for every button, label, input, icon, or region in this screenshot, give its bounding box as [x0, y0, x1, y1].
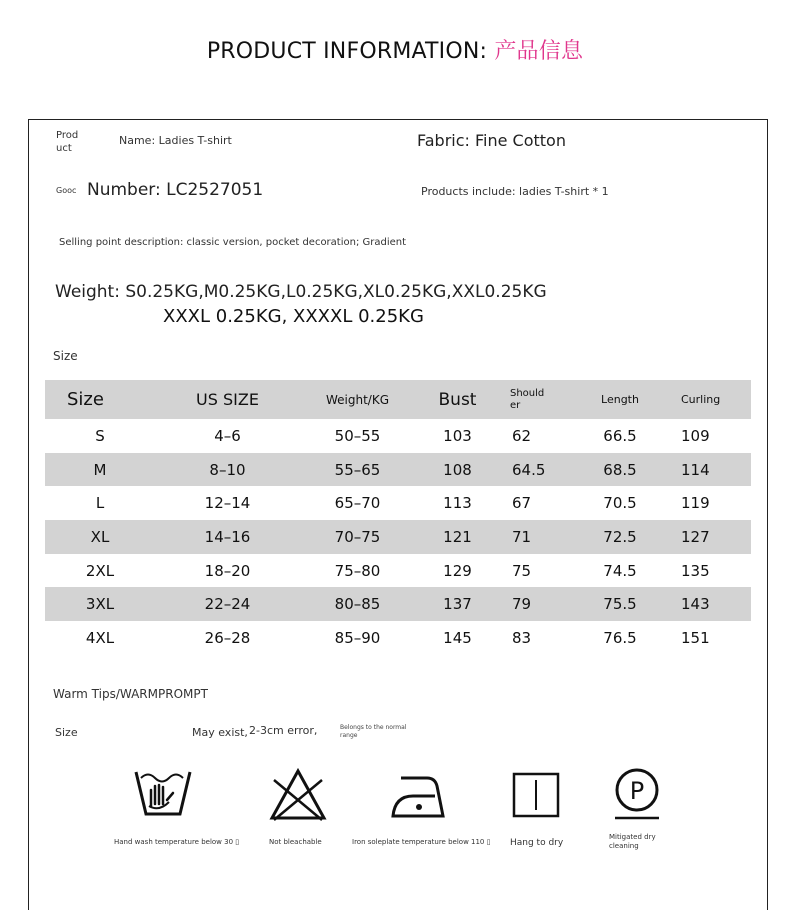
- cell-length: 66.5: [603, 426, 637, 445]
- header-bust: Bust: [438, 389, 477, 410]
- cell-bust: 103: [443, 426, 472, 445]
- header-shoulder-line1: Should: [510, 387, 545, 399]
- cell-us-size: 22–24: [204, 595, 251, 614]
- product-label: [56, 129, 78, 155]
- tips-size-label: Size: [55, 726, 78, 739]
- cell-us-size: 8–10: [209, 460, 246, 479]
- header-shoulder: [500, 380, 575, 419]
- cell-bust: 108: [443, 460, 472, 479]
- cell-size: M: [93, 460, 107, 479]
- goods-label: Gooc: [56, 186, 77, 195]
- size-table: [45, 380, 751, 655]
- cell-weight: 85–90: [334, 628, 381, 647]
- cell-us-size: 26–28: [204, 628, 251, 647]
- cell-shoulder: 71: [512, 527, 532, 546]
- cell-curling: 127: [681, 527, 710, 546]
- cell-curling: 135: [681, 561, 710, 580]
- cell-us-size: 14–16: [204, 527, 251, 546]
- table-row: [45, 554, 751, 588]
- cell-size: L: [95, 494, 105, 513]
- table-row: [45, 419, 751, 453]
- cell-size: 2XL: [85, 561, 115, 580]
- header-us-size: US SIZE: [196, 390, 259, 409]
- header-size: Size: [67, 389, 104, 410]
- hang-dry-icon: [509, 766, 569, 826]
- cell-shoulder: 83: [512, 628, 532, 647]
- table-row: [45, 520, 751, 554]
- cell-length: 75.5: [603, 595, 637, 614]
- title-english: PRODUCT INFORMATION:: [206, 39, 495, 64]
- cell-us-size: 4–6: [214, 426, 241, 445]
- title-chinese: 产品信息: [494, 39, 584, 64]
- cell-bust: 121: [443, 527, 472, 546]
- cell-weight: 55–65: [334, 460, 381, 479]
- care-label-iron: Iron soleplate temperature below 110 ▯: [352, 838, 491, 846]
- tips-error: 2-3cm error,: [249, 724, 318, 737]
- cell-us-size: 12–14: [204, 494, 251, 513]
- table-header-row: [45, 380, 751, 419]
- cell-length: 72.5: [603, 527, 637, 546]
- svg-text:P: P: [629, 777, 645, 805]
- cell-curling: 114: [681, 460, 710, 479]
- cell-length: 70.5: [603, 494, 637, 513]
- table-row: [45, 453, 751, 487]
- cell-size: 4XL: [85, 628, 115, 647]
- header-length: Length: [601, 393, 639, 406]
- weight-line-1: Weight: S0.25KG,M0.25KG,L0.25KG,XL0.25KG,XXL0.25KG: [55, 282, 547, 302]
- cell-bust: 137: [443, 595, 472, 614]
- cell-weight: 70–75: [334, 527, 381, 546]
- cell-bust: 113: [443, 494, 472, 513]
- cell-shoulder: 79: [512, 595, 532, 614]
- cell-shoulder: 64.5: [512, 460, 546, 479]
- warm-tips-title: Warm Tips/WARMPROMPT: [53, 687, 208, 701]
- cell-size: XL: [90, 527, 110, 546]
- weight-line-2: XXXL 0.25KG, XXXXL 0.25KG: [163, 306, 424, 327]
- header-curling: Curling: [681, 393, 721, 406]
- dry-clean-p-icon: [609, 766, 669, 826]
- care-label-hang-dry: Hang to dry: [510, 838, 564, 848]
- cell-weight: 80–85: [334, 595, 381, 614]
- iron-icon: [389, 766, 449, 826]
- tips-may-exist: May exist,: [192, 726, 248, 739]
- cell-size: S: [95, 426, 105, 445]
- table-row: [45, 486, 751, 520]
- size-section-label: Size: [53, 349, 78, 363]
- cell-curling: 151: [681, 628, 710, 647]
- care-label-hand-wash: Hand wash temperature below 30 ▯: [114, 838, 240, 846]
- product-label-line2: uct: [56, 143, 72, 154]
- cell-weight: 65–70: [334, 494, 381, 513]
- product-label-line1: Prod: [56, 130, 79, 141]
- cell-shoulder: 62: [512, 426, 532, 445]
- hand-wash-icon: [133, 766, 193, 826]
- no-bleach-icon: [268, 766, 328, 826]
- care-label-dry-clean: Mitigated dry cleaning: [609, 833, 656, 850]
- product-number: Number: LC2527051: [87, 180, 264, 200]
- cell-size: 3XL: [85, 595, 115, 614]
- fabric: Fabric: Fine Cotton: [417, 131, 566, 150]
- product-name: Name: Ladies T-shirt: [119, 134, 232, 147]
- tips-normal-range: Belongs to the normal range: [340, 724, 407, 739]
- cell-shoulder: 75: [512, 561, 532, 580]
- cell-length: 76.5: [603, 628, 637, 647]
- cell-curling: 109: [681, 426, 710, 445]
- cell-us-size: 18–20: [204, 561, 251, 580]
- selling-point: Selling point description: classic version, pocket decoration; Gradient: [59, 237, 407, 248]
- cell-curling: 119: [681, 494, 710, 513]
- cell-curling: 143: [681, 595, 710, 614]
- cell-length: 74.5: [603, 561, 637, 580]
- cell-weight: 50–55: [334, 426, 381, 445]
- cell-bust: 145: [443, 628, 472, 647]
- table-row: [45, 587, 751, 621]
- header-shoulder-line2: er: [510, 399, 521, 411]
- cell-bust: 129: [443, 561, 472, 580]
- table-row: [45, 621, 751, 655]
- products-include: Products include: ladies T-shirt * 1: [421, 185, 609, 198]
- cell-length: 68.5: [603, 460, 637, 479]
- cell-shoulder: 67: [512, 494, 532, 513]
- page-title: [0, 34, 790, 65]
- header-weight: Weight/KG: [325, 392, 390, 407]
- cell-weight: 75–80: [334, 561, 381, 580]
- care-label-no-bleach: Not bleachable: [269, 838, 322, 846]
